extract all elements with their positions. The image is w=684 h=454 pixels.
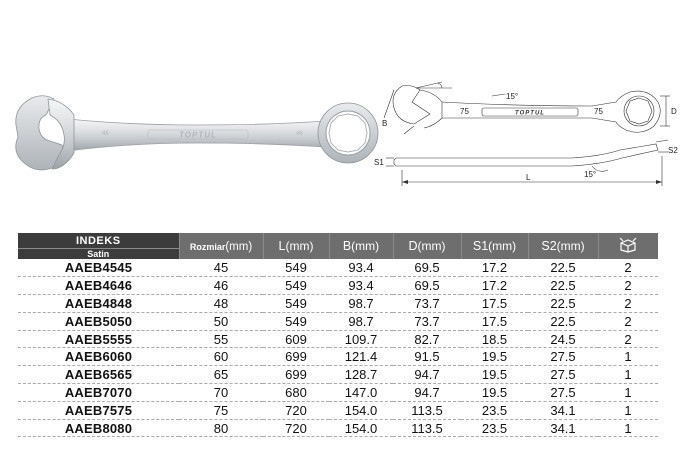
table-row bbox=[18, 277, 658, 295]
column-header-d-unit: (mm) bbox=[417, 239, 446, 253]
cell-b: 98.7 bbox=[329, 295, 393, 313]
spec-table bbox=[18, 233, 658, 437]
cell-s2: 27.5 bbox=[528, 366, 598, 384]
cell-s1: 19.5 bbox=[461, 384, 528, 402]
cell-code: AAEB4848 bbox=[18, 295, 179, 313]
cell-b: 121.4 bbox=[329, 348, 393, 366]
cell-quantity: 2 bbox=[598, 259, 658, 277]
drawing-size-mark-left: 75 bbox=[460, 107, 469, 116]
finish-header: Satin bbox=[18, 249, 179, 260]
cell-size: 55 bbox=[179, 330, 263, 348]
column-header-l-unit: (mm) bbox=[285, 239, 314, 253]
table-row bbox=[18, 419, 658, 437]
column-header-quantity bbox=[598, 233, 658, 259]
column-header-size-unit: (mm) bbox=[225, 241, 253, 253]
cell-l: 680 bbox=[263, 384, 329, 402]
cell-d: 113.5 bbox=[393, 419, 461, 437]
cell-code: AAEB7070 bbox=[18, 384, 179, 402]
column-header-s2-label: S2 bbox=[541, 239, 557, 253]
cell-code: AAEB6060 bbox=[18, 348, 179, 366]
cell-b: 154.0 bbox=[329, 419, 393, 437]
cell-s1: 17.2 bbox=[461, 277, 528, 295]
cell-size: 46 bbox=[179, 277, 263, 295]
cell-quantity: 2 bbox=[598, 295, 658, 313]
column-header-b bbox=[329, 233, 393, 259]
cell-d: 113.5 bbox=[393, 401, 461, 419]
table-row bbox=[18, 384, 658, 402]
cell-quantity: 1 bbox=[598, 401, 658, 419]
cell-s2: 22.5 bbox=[528, 259, 598, 277]
column-header-s2 bbox=[528, 233, 598, 259]
cell-s2: 22.5 bbox=[528, 295, 598, 313]
column-header-s2-unit: (mm) bbox=[556, 239, 585, 253]
cell-s2: 27.5 bbox=[528, 384, 598, 402]
cell-s1: 23.5 bbox=[461, 401, 528, 419]
cell-d: 73.7 bbox=[393, 312, 461, 330]
cell-s2: 24.5 bbox=[528, 330, 598, 348]
column-header-s1-label: S1 bbox=[472, 239, 489, 253]
cell-size: 65 bbox=[179, 366, 263, 384]
column-header-l bbox=[263, 233, 329, 259]
table-row bbox=[18, 259, 658, 277]
cell-s2: 27.5 bbox=[528, 348, 598, 366]
cell-s2: 22.5 bbox=[528, 277, 598, 295]
table-row bbox=[18, 348, 658, 366]
drawing-label-d: D bbox=[671, 107, 677, 116]
cell-l: 549 bbox=[263, 312, 329, 330]
cell-l: 609 bbox=[263, 330, 329, 348]
box-package-icon bbox=[619, 237, 637, 253]
cell-s1: 17.5 bbox=[461, 295, 528, 313]
column-header-s1-unit: (mm) bbox=[488, 239, 517, 253]
photo-size-mark-right: 46 bbox=[296, 131, 303, 137]
cell-s1: 23.5 bbox=[461, 419, 528, 437]
cell-d: 69.5 bbox=[393, 277, 461, 295]
table-row bbox=[18, 366, 658, 384]
cell-b: 93.4 bbox=[329, 259, 393, 277]
photo-brand: TOPTUL bbox=[179, 130, 217, 140]
cell-size: 60 bbox=[179, 348, 263, 366]
cell-quantity: 1 bbox=[598, 348, 658, 366]
cell-l: 720 bbox=[263, 401, 329, 419]
cell-code: AAEB5555 bbox=[18, 330, 179, 348]
drawing-label-s1: S1 bbox=[374, 158, 384, 167]
column-header-s1 bbox=[461, 233, 528, 259]
photo-size-mark-left: 46 bbox=[102, 131, 109, 137]
cell-l: 699 bbox=[263, 348, 329, 366]
technical-drawing bbox=[372, 78, 684, 190]
column-header-b-label: B bbox=[342, 239, 352, 253]
cell-size: 48 bbox=[179, 295, 263, 313]
cell-code: AAEB6565 bbox=[18, 366, 179, 384]
column-header-d-label: D bbox=[408, 239, 418, 253]
cell-d: 94.7 bbox=[393, 366, 461, 384]
drawing-angle-top: 15° bbox=[506, 92, 519, 101]
cell-s1: 17.2 bbox=[461, 259, 528, 277]
cell-size: 50 bbox=[179, 312, 263, 330]
cell-size: 45 bbox=[179, 259, 263, 277]
drawing-label-l: L bbox=[526, 173, 531, 182]
column-header-size bbox=[179, 233, 263, 259]
cell-s1: 19.5 bbox=[461, 348, 528, 366]
cell-code: AAEB4646 bbox=[18, 277, 179, 295]
cell-b: 154.0 bbox=[329, 401, 393, 419]
cell-l: 699 bbox=[263, 366, 329, 384]
cell-b: 93.4 bbox=[329, 277, 393, 295]
cell-s2: 34.1 bbox=[528, 401, 598, 419]
table-row bbox=[18, 312, 658, 330]
cell-b: 98.7 bbox=[329, 312, 393, 330]
column-header-d bbox=[393, 233, 461, 259]
cell-l: 720 bbox=[263, 419, 329, 437]
table-row bbox=[18, 330, 658, 348]
cell-d: 69.5 bbox=[393, 259, 461, 277]
cell-d: 91.5 bbox=[393, 348, 461, 366]
cell-b: 128.7 bbox=[329, 366, 393, 384]
cell-l: 549 bbox=[263, 259, 329, 277]
cell-d: 82.7 bbox=[393, 330, 461, 348]
drawing-label-b: B bbox=[382, 119, 388, 128]
drawing-angle-bottom: 15° bbox=[584, 170, 597, 179]
index-header: INDEKS bbox=[18, 233, 179, 249]
cell-quantity: 2 bbox=[598, 312, 658, 330]
cell-d: 94.7 bbox=[393, 384, 461, 402]
cell-code: AAEB7575 bbox=[18, 401, 179, 419]
cell-code: AAEB8080 bbox=[18, 419, 179, 437]
table-row bbox=[18, 401, 658, 419]
drawing-brand: TOPTUL bbox=[515, 110, 545, 117]
drawing-size-mark-right: 75 bbox=[594, 107, 603, 116]
cell-code: AAEB4545 bbox=[18, 259, 179, 277]
cell-s1: 18.5 bbox=[461, 330, 528, 348]
cell-quantity: 1 bbox=[598, 366, 658, 384]
drawing-label-s2: S2 bbox=[668, 146, 678, 155]
cell-quantity: 2 bbox=[598, 277, 658, 295]
cell-quantity: 1 bbox=[598, 384, 658, 402]
cell-s1: 19.5 bbox=[461, 366, 528, 384]
wrench-photo bbox=[8, 85, 380, 185]
cell-b: 109.7 bbox=[329, 330, 393, 348]
cell-d: 73.7 bbox=[393, 295, 461, 313]
cell-size: 70 bbox=[179, 384, 263, 402]
cell-l: 549 bbox=[263, 295, 329, 313]
cell-l: 549 bbox=[263, 277, 329, 295]
column-header-b-unit: (mm) bbox=[351, 239, 380, 253]
cell-b: 147.0 bbox=[329, 384, 393, 402]
cell-code: AAEB5050 bbox=[18, 312, 179, 330]
spec-table-body bbox=[18, 259, 658, 437]
cell-s2: 22.5 bbox=[528, 312, 598, 330]
cell-s1: 17.5 bbox=[461, 312, 528, 330]
cell-s2: 34.1 bbox=[528, 419, 598, 437]
cell-quantity: 1 bbox=[598, 419, 658, 437]
column-header-l-label: L bbox=[278, 239, 286, 253]
cell-size: 75 bbox=[179, 401, 263, 419]
cell-quantity: 2 bbox=[598, 330, 658, 348]
cell-size: 80 bbox=[179, 419, 263, 437]
table-row bbox=[18, 295, 658, 313]
column-header-size-label: Rozmiar bbox=[189, 242, 226, 252]
